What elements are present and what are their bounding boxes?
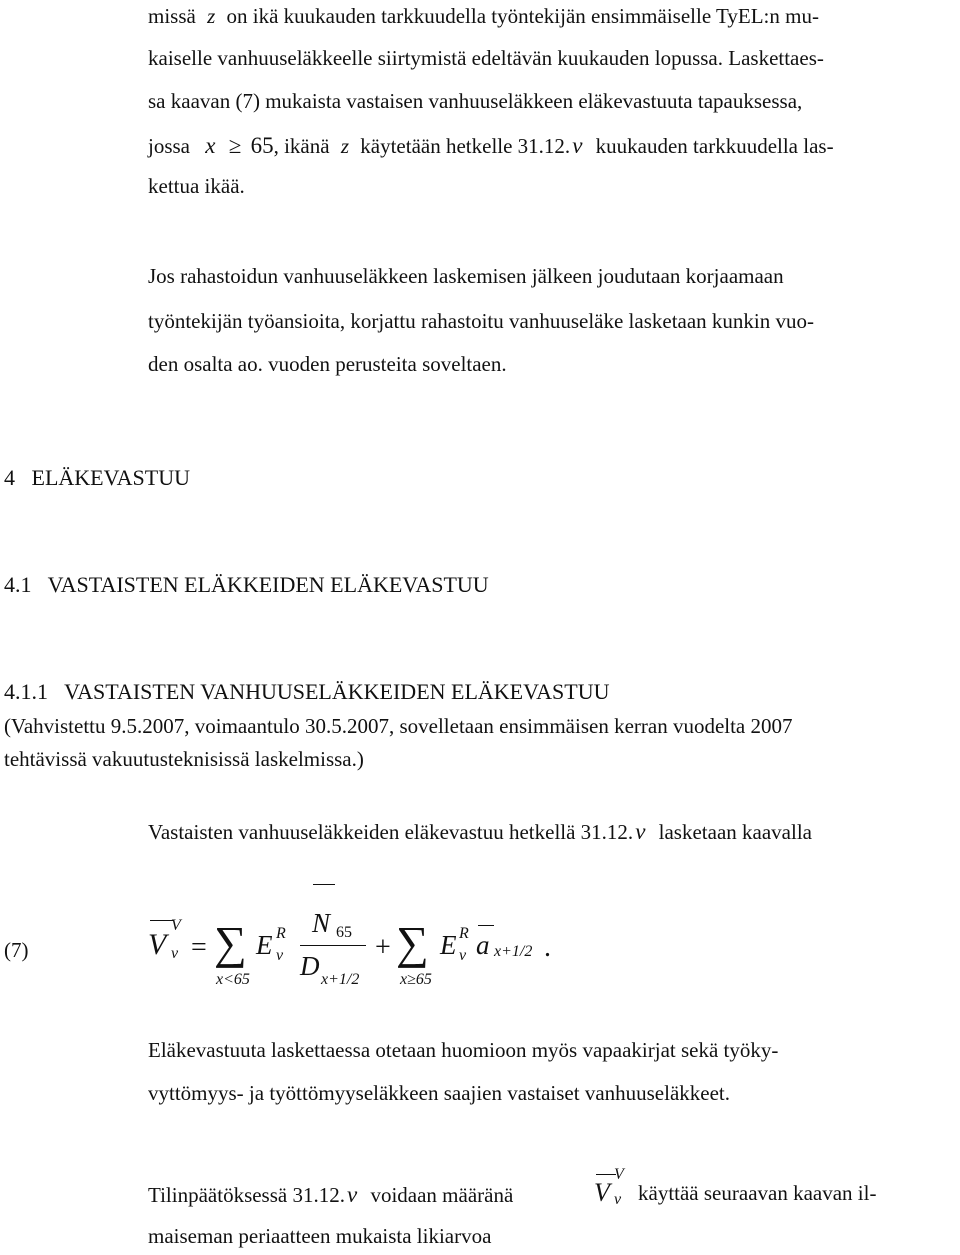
math-D: D — [300, 951, 320, 981]
plus-sign: + — [375, 932, 391, 963]
note-line-2: tehtävissä vakuutusteknisissä laskelmissa.) — [4, 747, 364, 771]
math-v: v — [572, 133, 583, 158]
math-a-sub: x+1/2 — [494, 943, 533, 960]
math-V-sup: V — [171, 917, 181, 934]
overline-V-inline — [596, 1174, 616, 1175]
p5-line-1 — [148, 1183, 513, 1206]
math-E-2: E — [440, 930, 457, 960]
p1-line-2: kaiselle vanhuuseläkkeelle siirtymistä edeltävän kuukauden lopussa. Laskettaes- — [148, 46, 824, 70]
p2-line-3: den osalta ao. vuoden perusteita soveltaen. — [148, 352, 507, 376]
sum-1-subscript: x<65 — [216, 971, 250, 988]
p1-line-3: sa kaavan (7) mukaista vastaisen vanhuuseläkkeen eläkevastuuta tapauksessa, — [148, 89, 803, 113]
math-V-inline-sup: V — [614, 1166, 624, 1183]
math-a: a — [476, 930, 490, 960]
text: lasketaan kaavalla — [658, 820, 812, 844]
formula-number: (7) — [4, 938, 29, 962]
math-N-sub: 65 — [336, 924, 352, 941]
text: Tilinpäätöksessä 31.12. — [148, 1183, 345, 1207]
heading-4-1: 4.1 VASTAISTEN ELÄKKEIDEN ELÄKEVASTUU — [4, 572, 489, 597]
math-E-2-sup: R — [459, 925, 469, 942]
math-V-sub: v — [171, 945, 179, 962]
overline-a — [478, 925, 494, 926]
text: missä — [148, 4, 196, 28]
text: on ikä kuukauden tarkkuudella työntekijän ensimmäiselle TyEL:n mu- — [226, 4, 819, 28]
text: Vastaisten vanhuuseläkkeiden eläkevastuu hetkellä 31.12. — [148, 820, 634, 844]
text: jossa — [148, 134, 190, 158]
math-V-inline-sub: v — [614, 1191, 622, 1208]
math-E-1-sub: v — [276, 947, 284, 964]
p4-line-2: vyttömyys- ja työttömyyseläkkeen saajien vastaiset vanhuuseläkkeet. — [148, 1081, 731, 1105]
sum-symbol-1: ∑ — [214, 917, 247, 968]
math-N: N — [312, 908, 331, 938]
p4-line-1: Eläkevastuuta laskettaessa otetaan huomioon myös vapaakirjat sekä työky- — [148, 1038, 779, 1062]
math-z: z — [207, 4, 216, 28]
text: , ikänä — [273, 134, 330, 158]
math-x: x — [205, 133, 216, 158]
math-v: v — [346, 1182, 358, 1207]
math-65: 65 — [250, 133, 274, 158]
overline-N — [313, 884, 335, 885]
math-E-1-sup: R — [276, 925, 286, 942]
math-v: v — [635, 819, 646, 844]
sum-symbol-2: ∑ — [396, 917, 429, 968]
math-D-sub: x+1/2 — [321, 971, 360, 988]
heading-4-1-1: 4.1.1 VASTAISTEN VANHUUSELÄKKEIDEN ELÄKEVASTUU — [4, 679, 610, 704]
math-V: V — [148, 928, 167, 961]
math-V-inline: V — [594, 1178, 610, 1207]
equals-sign: = — [191, 932, 207, 963]
text: kuukauden tarkkuudella las- — [595, 134, 834, 158]
fraction-line — [300, 945, 366, 946]
math-E-2-sub: v — [459, 947, 467, 964]
formula-period: . — [544, 932, 551, 963]
note-line-1: (Vahvistettu 9.5.2007, voimaantulo 30.5.2007, sovelletaan ensimmäisen kerran vuodelta 2007 — [4, 714, 793, 738]
p5-line-2: maiseman periaatteen mukaista likiarvoa — [148, 1224, 492, 1248]
p2-line-1: Jos rahastoidun vanhuuseläkkeen laskemisen jälkeen joudutaan korjaamaan — [148, 264, 784, 288]
math-ge: ≥ — [228, 133, 242, 158]
math-E-1: E — [256, 930, 273, 960]
sum-2-subscript: x≥65 — [400, 971, 432, 988]
text: voidaan määränä — [370, 1183, 514, 1207]
p5-line-1b: käyttää seuraavan kaavan il- — [638, 1181, 877, 1205]
math-z: z — [340, 134, 350, 158]
heading-4: 4 ELÄKEVASTUU — [4, 465, 190, 490]
p1-line-5: kettua ikää. — [148, 174, 245, 198]
p2-line-2: työntekijän työansioita, korjattu rahastoitu vanhuuseläke lasketaan kunkin vuo- — [148, 309, 815, 333]
text: käytetään hetkelle 31.12. — [360, 134, 571, 158]
